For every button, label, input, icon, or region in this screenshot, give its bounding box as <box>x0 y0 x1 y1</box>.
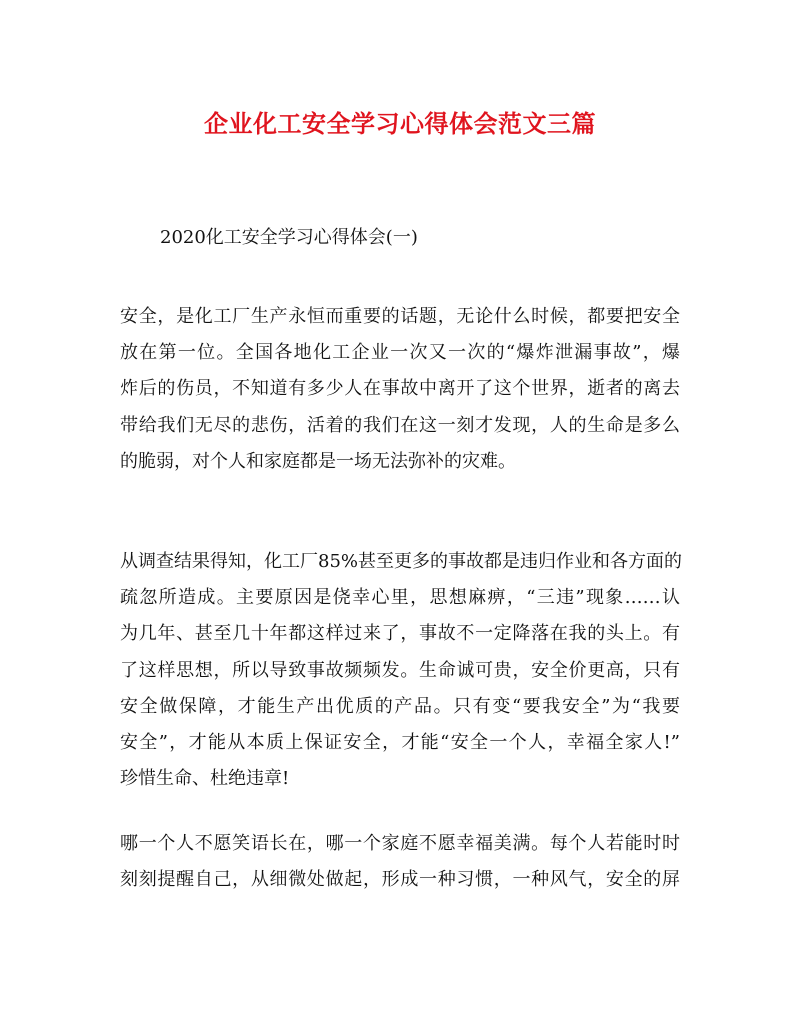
paragraph-line: 珍惜生命、杜绝违章! <box>120 768 290 790</box>
paragraph-line: 疏忽所造成。主要原因是侥幸心里，思想麻痹，“三违”现象……认 <box>120 587 680 609</box>
paragraph-line: 哪一个人不愿笑语长在，哪一个家庭不愿幸福美满。每个人若能时时 <box>120 833 680 854</box>
paragraph-line: 刻刻提醒自己，从细微处做起，形成一种习惯，一种风气，安全的屏 <box>120 869 680 891</box>
paragraph-line: 安全”，才能从本质上保证安全，才能“安全一个人，幸福全家人!” <box>120 732 680 754</box>
paragraph-line: 的脆弱，对个人和家庭都是一场无法弥补的灾难。 <box>120 450 516 472</box>
paragraph-line: 为几年、甚至几十年都这样过来了，事故不一定降落在我的头上。有 <box>120 623 680 645</box>
paragraph-line: 从调查结果得知，化工厂85%甚至更多的事故都是违归作业和各方面的 <box>120 551 683 572</box>
paragraph-line: 带给我们无尽的悲伤，活着的我们在这一刻才发现，人的生命是多么 <box>120 414 680 436</box>
document-title: 企业化工安全学习心得体会范文三篇 <box>204 109 596 138</box>
paragraph-line: 安全，是化工厂生产永恒而重要的话题，无论什么时候，都要把安全 <box>120 306 680 327</box>
paragraph-line: 炸后的伤员，不知道有多少人在事故中离开了这个世界，逝者的离去 <box>120 378 680 400</box>
paragraph-1 <box>120 299 680 480</box>
paragraph-line: 了这样思想，所以导致事故频频发。生命诚可贵，安全价更高，只有 <box>120 659 680 681</box>
paragraph-line: 放在第一位。全国各地化工企业一次又一次的“爆炸泄漏事故”，爆 <box>120 342 680 364</box>
paragraph-2 <box>120 544 683 797</box>
paragraph-line: 安全做保障，才能生产出优质的产品。只有变“要我安全”为“我要 <box>120 695 680 717</box>
section-heading: 2020化工安全学习心得体会(一) <box>160 227 418 248</box>
paragraph-3 <box>120 826 680 898</box>
